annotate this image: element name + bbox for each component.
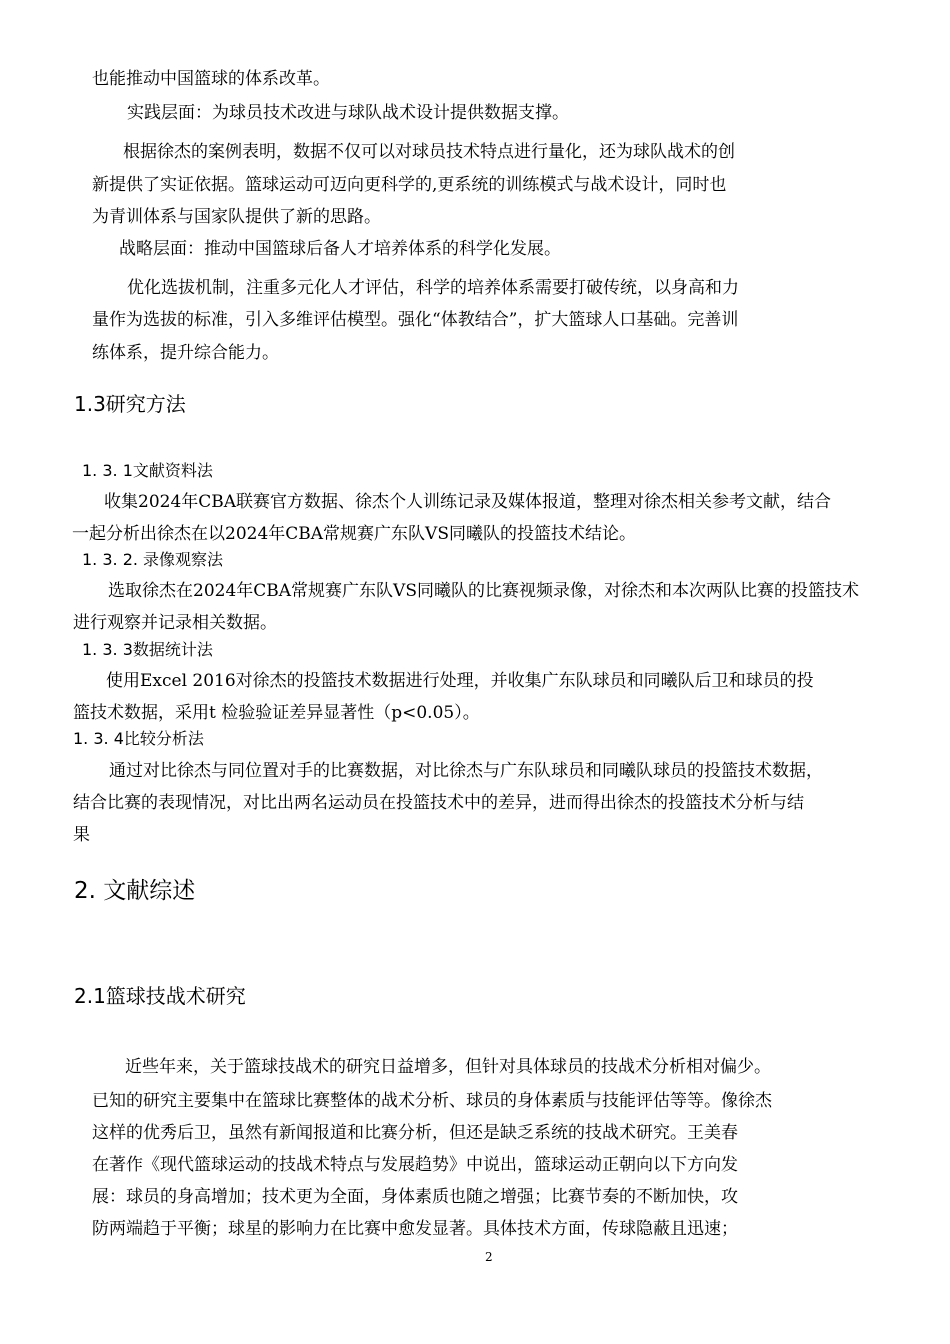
section-title-2: 2. 文献综述: [74, 878, 196, 904]
subsection-title-1-3-2: 1. 3. 2. 录像观察法: [82, 550, 224, 569]
paragraph-line: 进行观察并记录相关数据。: [73, 613, 277, 633]
paragraph-line: 量作为选拔的标准，引入多维评估模型。强化“体教结合”，扩大篮球人口基础。完善训: [92, 310, 739, 330]
paragraph-line: 收集2024年CBA联赛官方数据、徐杰个人训练记录及媒体报道，整理对徐杰相关参考文献，结合: [104, 492, 832, 512]
paragraph-line: 选取徐杰在2024年CBA常规赛广东队VS同曦队的比赛视频录像，对徐杰和本次两队比赛的投篮技术: [108, 581, 859, 601]
page-number: 2: [485, 1250, 493, 1264]
paragraph-line: 防两端趋于平衡；球星的影响力在比赛中愈发显著。具体技术方面，传球隐蔽且迅速；: [92, 1219, 738, 1239]
paragraph-line: 通过对比徐杰与同位置对手的比赛数据，对比徐杰与广东队球员和同曦队球员的投篮技术数据，: [109, 761, 823, 781]
paragraph-line: 展：球员的身高增加；技术更为全面，身体素质也随之增强；比赛节奏的不断加快，攻: [92, 1187, 738, 1207]
paragraph-line: 新提供了实证依据。篮球运动可迈向更科学的,更系统的训练模式与战术设计，同时也: [92, 175, 727, 195]
paragraph-line: 优化选拔机制，注重多元化人才评估，科学的培养体系需要打破传统，以身高和力: [127, 278, 739, 298]
paragraph-line: 为青训体系与国家队提供了新的思路。: [92, 207, 381, 227]
paragraph-line: 在著作《现代篮球运动的技战术特点与发展趋势》中说出，篮球运动正朝向以下方向发: [92, 1155, 738, 1175]
paragraph-line: 近些年来，关于篮球技战术的研究日益增多，但针对具体球员的技战术分析相对偏少。: [125, 1057, 771, 1077]
section-title-1-3: 1.3研究方法: [74, 392, 186, 416]
subsection-title-1-3-3: 1. 3. 3数据统计法: [82, 640, 213, 659]
subsection-title-1-3-4: 1. 3. 4比较分析法: [73, 729, 204, 748]
paragraph-line: 一起分析出徐杰在以2024年CBA常规赛广东队VS同曦队的投篮技术结论。: [72, 524, 636, 544]
paragraph-line: 根据徐杰的案例表明，数据不仅可以对球员技术特点进行量化，还为球队战术的创: [123, 142, 735, 162]
paragraph-line: 果: [73, 825, 90, 845]
paragraph-line: 结合比赛的表现情况，对比出两名运动员在投篮技术中的差异，进而得出徐杰的投篮技术分析与结: [73, 793, 804, 813]
section-title-2-1: 2.1篮球技战术研究: [74, 984, 246, 1008]
paragraph-line: 篮技术数据，采用t 检验验证差异显著性（p<0.05）。: [73, 703, 480, 723]
paragraph-line: 练体系，提升综合能力。: [92, 343, 279, 363]
practice-heading: 实践层面：为球员技术改进与球队战术设计提供数据支撑。: [127, 103, 569, 123]
paragraph-line: 使用Excel 2016对徐杰的投篮技术数据进行处理，并收集广东队球员和同曦队后卫和球员的投: [106, 671, 814, 691]
paragraph-line: 也能推动中国篮球的体系改革。: [92, 69, 330, 89]
paragraph-line: 这样的优秀后卫，虽然有新闻报道和比赛分析，但还是缺乏系统的技战术研究。王美春: [92, 1123, 738, 1143]
paragraph-line: 已知的研究主要集中在篮球比赛整体的战术分析、球员的身体素质与技能评估等等。像徐杰: [92, 1091, 772, 1111]
strategy-heading: 战略层面：推动中国篮球后备人才培养体系的科学化发展。: [119, 239, 561, 259]
subsection-title-1-3-1: 1. 3. 1文献资料法: [82, 461, 213, 480]
